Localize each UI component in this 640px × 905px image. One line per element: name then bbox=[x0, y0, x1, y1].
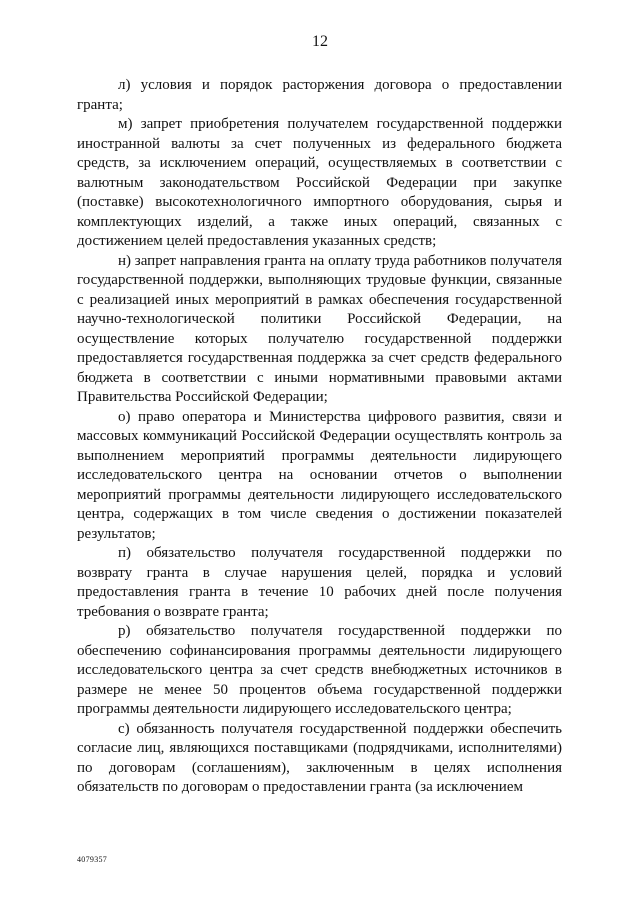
footer-document-code: 4079357 bbox=[77, 855, 108, 864]
paragraph-p: п) обязательство получателя государственной поддержки по возврату гранта в случае нарушения целей, порядка и условий предоставления гранта в течение 10 рабочих дней после получения требования о возврате гранта; bbox=[77, 545, 562, 620]
paragraph-o: о) право оператора и Министерства цифрового развития, связи и массовых коммуникаций Российской Федерации осуществлять контроль за выполнением мероприятий программы деятельности лидирующего исследовательского центра на основании отчетов о выполнении мероприятий программы деятельности лидирующего исследовательского центра, содержащих в том числе сведения о достижении показателей результатов; bbox=[77, 408, 562, 542]
page-number: 12 bbox=[312, 33, 328, 50]
paragraph-s: с) обязанность получателя государственной поддержки обеспечить согласие лиц, являющихся поставщиками (подрядчиками, исполнителями) по договорам (соглашениям), заключенным в целях исполнения обязательств по договорам о предоставлении гранта (за исключением bbox=[77, 720, 562, 795]
paragraph-r: р) обязательство получателя государственной поддержки по обеспечению софинансирования программы деятельности лидирующего исследовательского центра за счет средств внебюджетных источников в размере не менее 50 процентов объема государственной поддержки программы деятельности лидирующего исследовательского центра; bbox=[77, 623, 562, 717]
paragraph-l: л) условия и порядок расторжения договора о предоставлении гранта; bbox=[77, 77, 562, 113]
paragraph-n: н) запрет направления гранта на оплату труда работников получателя государственной поддержки, выполняющих трудовые функции, связанные с реализацией иных мероприятий в рамках обеспечения государственной научно-технологической политики Российской Федерации, на осуществление которых получателю государственной поддержки предоставляется государственная поддержка за счет средств федерального бюджета в соответствии с иными нормативными правовыми актами Правительства Российской Федерации; bbox=[77, 252, 562, 405]
document-body bbox=[77, 76, 562, 798]
paragraph-m: м) запрет приобретения получателем государственной поддержки иностранной валюты за счет полученных из федерального бюджета средств, за исключением операций, осуществляемых в соответствии с валютным законодательством Российской Федерации при закупке (поставке) высокотехнологичного импортного оборудования, сырья и комплектующих изделий, а также иных операций, связанных с достижением целей предоставления указанных средств; bbox=[77, 116, 562, 249]
